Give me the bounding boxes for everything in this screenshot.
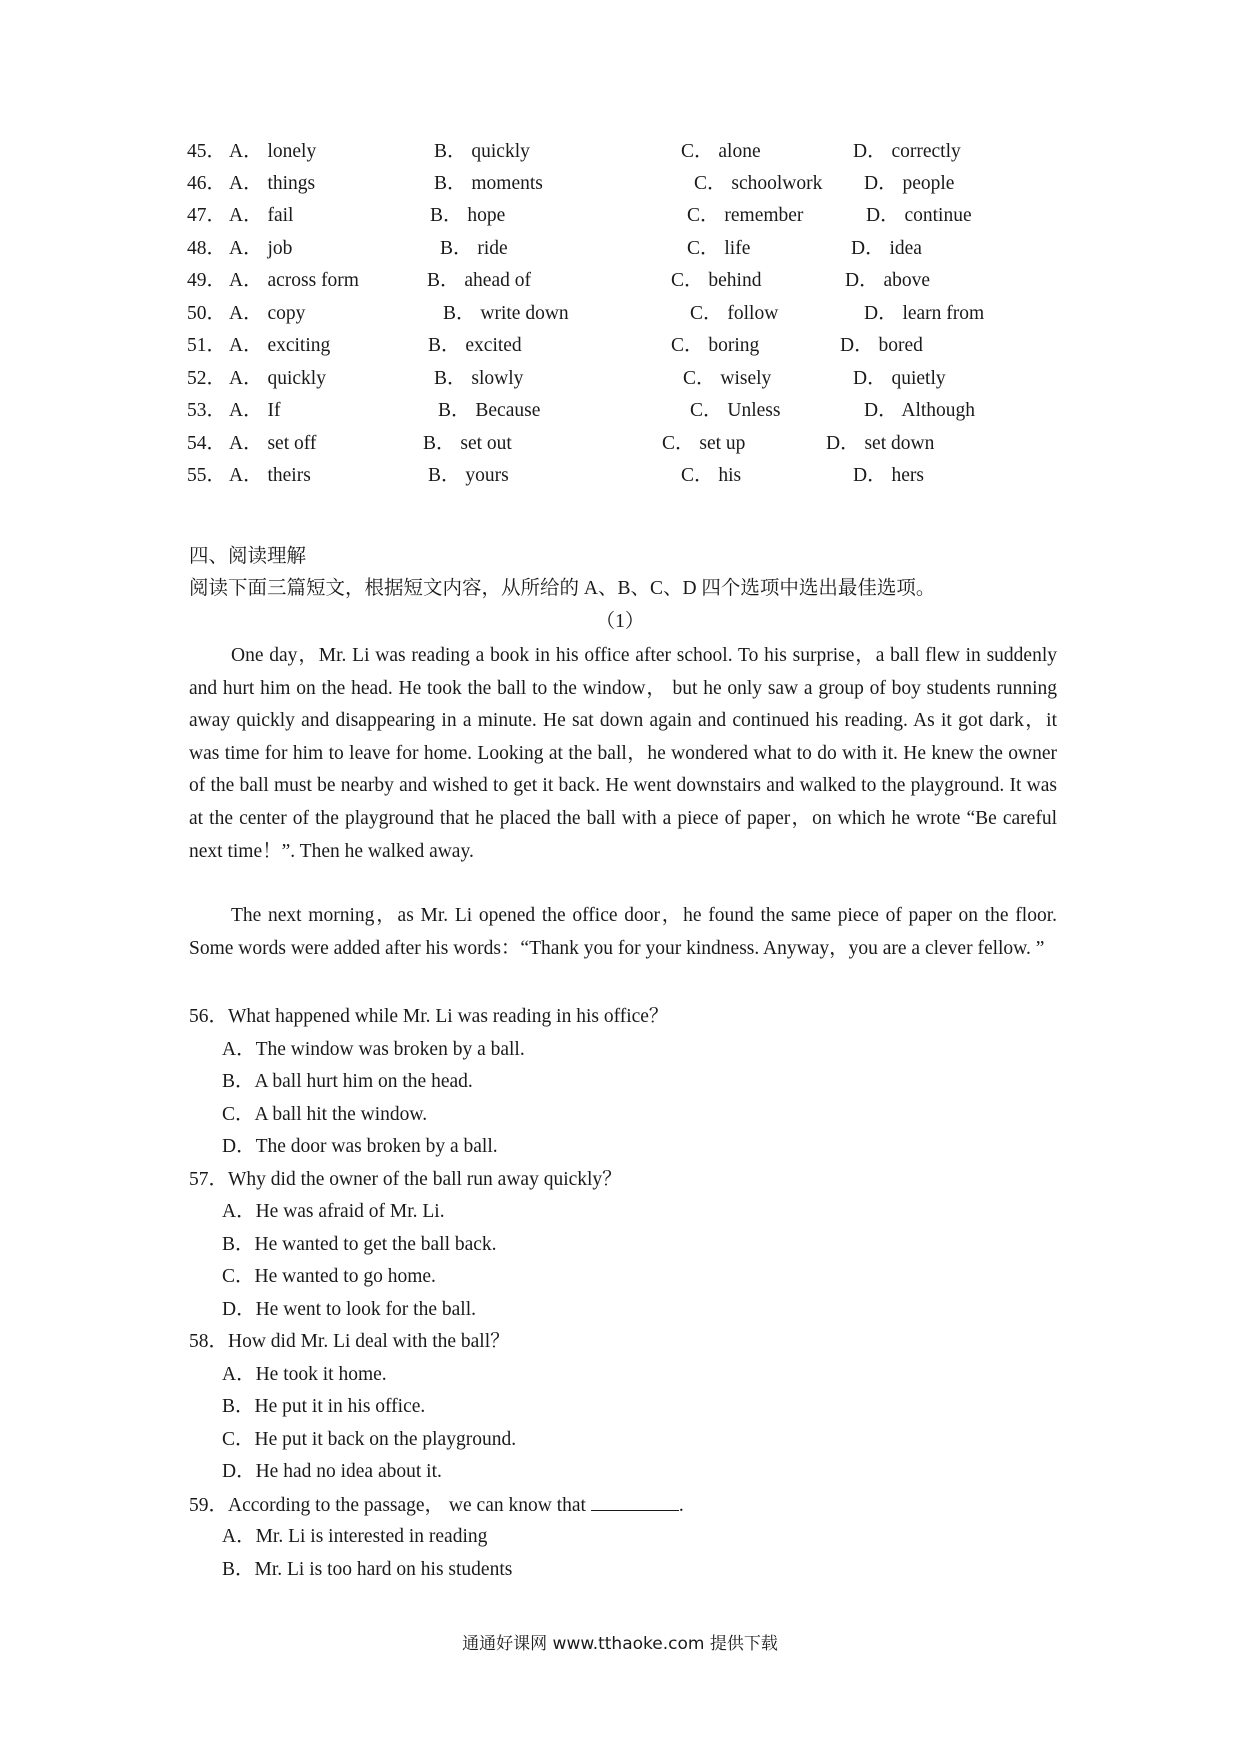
passage-paragraph-1: One day，Mr. Li was reading a book in his office after school. To his surprise，a ball flew in suddenly and hurt him on the head. He took the ball to the window， but he only saw a group of boy students running away quickly and disappearing in a minute. He sat down again and continued his reading. As it got dark，it was time for him to leave for home. Looking at the ball，he wondered what to do with it. He knew the owner of the ball must be nearby and wished to get it back. He went downstairs and walked to the playground. It was at the center of the playground that he placed the ball with a piece of paper，on which he wrote “Be careful next time！”. Then he walked away.: [189, 645, 1057, 862]
option-d: D． quietly: [853, 368, 946, 389]
option-a: A． lonely: [229, 141, 317, 162]
option-b: B． yours: [428, 465, 509, 486]
question-57-option-c: C．He wanted to go home.: [222, 1266, 436, 1287]
option-c: C． Unless: [690, 400, 781, 421]
option-b: B． slowly: [434, 368, 524, 389]
option-a: A． exciting: [229, 335, 331, 356]
option-b: B． write down: [443, 303, 569, 324]
option-a: A． fail: [229, 205, 294, 226]
item-number: 48．: [187, 238, 227, 259]
section-title: 四、阅读理解: [189, 546, 307, 567]
question-58-option-b: B．He put it in his office.: [222, 1396, 426, 1417]
question-56-option-a: A．The window was broken by a ball.: [222, 1039, 525, 1060]
option-c: C． wisely: [683, 368, 772, 389]
option-b: B． excited: [428, 335, 522, 356]
option-b: B． hope: [430, 205, 506, 226]
option-a: A． set off: [229, 433, 317, 454]
page-footer: 通通好课网 www.tthaoke.com 提供下载: [462, 1634, 778, 1654]
question-57-option-a: A．He was afraid of Mr. Li.: [222, 1201, 445, 1222]
option-b: B． Because: [438, 400, 541, 421]
option-c: C． schoolwork: [694, 173, 823, 194]
option-b: B． ahead of: [427, 270, 531, 291]
option-a: A． things: [229, 173, 316, 194]
item-number: 55．: [187, 465, 227, 486]
question-59-option-a: A．Mr. Li is interested in reading: [222, 1526, 488, 1547]
option-d: D． above: [845, 270, 931, 291]
option-b: B． quickly: [434, 141, 530, 162]
option-d: D． idea: [851, 238, 922, 259]
answer-blank: [591, 1492, 679, 1511]
option-d: D． set down: [826, 433, 935, 454]
option-a: A． across form: [229, 270, 359, 291]
option-b: B． set out: [423, 433, 512, 454]
option-a: A． theirs: [229, 465, 311, 486]
item-number: 50．: [187, 303, 227, 324]
passage-number: （1）: [595, 611, 645, 632]
item-number: 45．: [187, 141, 227, 162]
passage-paragraph-2: The next morning，as Mr. Li opened the office door，he found the same piece of paper on the floor. Some words were added after his words：“Thank you for your kindness. Anyway，you are a clever fellow. ”: [189, 905, 1057, 959]
option-d: D． people: [864, 173, 955, 194]
question-56-option-b: B．A ball hurt him on the head.: [222, 1071, 473, 1092]
question-59-option-b: B．Mr. Li is too hard on his students: [222, 1559, 513, 1580]
question-58-option-d: D．He had no idea about it.: [222, 1461, 442, 1482]
question-56: 56．What happened while Mr. Li was reading in his office？: [189, 1006, 669, 1027]
question-58-option-c: C．He put it back on the playground.: [222, 1429, 517, 1450]
question-59: [189, 1492, 684, 1519]
option-c: C． alone: [681, 141, 761, 162]
item-number: 46．: [187, 173, 227, 194]
question-57-option-d: D．He went to look for the ball.: [222, 1299, 476, 1320]
option-c: C． his: [681, 465, 742, 486]
option-c: C． boring: [671, 335, 760, 356]
option-c: C． remember: [687, 205, 804, 226]
option-c: C． follow: [690, 303, 779, 324]
option-a: A． job: [229, 238, 293, 259]
item-number: 53．: [187, 400, 227, 421]
question-59-text: 59．According to the passage， we can know that: [189, 1495, 591, 1516]
item-number: 49．: [187, 270, 227, 291]
question-56-option-d: D．The door was broken by a ball.: [222, 1136, 498, 1157]
item-number: 51．: [187, 335, 227, 356]
question-57: 57．Why did the owner of the ball run away quickly？: [189, 1169, 622, 1190]
question-58-option-a: A．He took it home.: [222, 1364, 387, 1385]
question-57-option-b: B．He wanted to get the ball back.: [222, 1234, 497, 1255]
option-d: D． continue: [866, 205, 972, 226]
question-59-end: .: [678, 1495, 684, 1516]
option-c: C． life: [687, 238, 751, 259]
option-d: D． correctly: [853, 141, 961, 162]
item-number: 47．: [187, 205, 227, 226]
option-b: B． ride: [440, 238, 508, 259]
option-b: B． moments: [434, 173, 543, 194]
question-58: 58．How did Mr. Li deal with the ball？: [189, 1331, 510, 1352]
option-d: D． bored: [840, 335, 923, 356]
option-a: A． If: [229, 400, 281, 421]
option-d: D． hers: [853, 465, 924, 486]
section-instruction: 阅读下面三篇短文，根据短文内容，从所给的 A、B、C、D 四个选项中选出最佳选项。: [189, 578, 936, 599]
item-number: 54．: [187, 433, 227, 454]
option-c: C． set up: [662, 433, 746, 454]
option-d: D． learn from: [864, 303, 985, 324]
option-d: D． Although: [864, 400, 976, 421]
option-a: A． copy: [229, 303, 306, 324]
question-56-option-c: C．A ball hit the window.: [222, 1104, 428, 1125]
option-c: C． behind: [671, 270, 762, 291]
item-number: 52．: [187, 368, 227, 389]
option-a: A． quickly: [229, 368, 326, 389]
